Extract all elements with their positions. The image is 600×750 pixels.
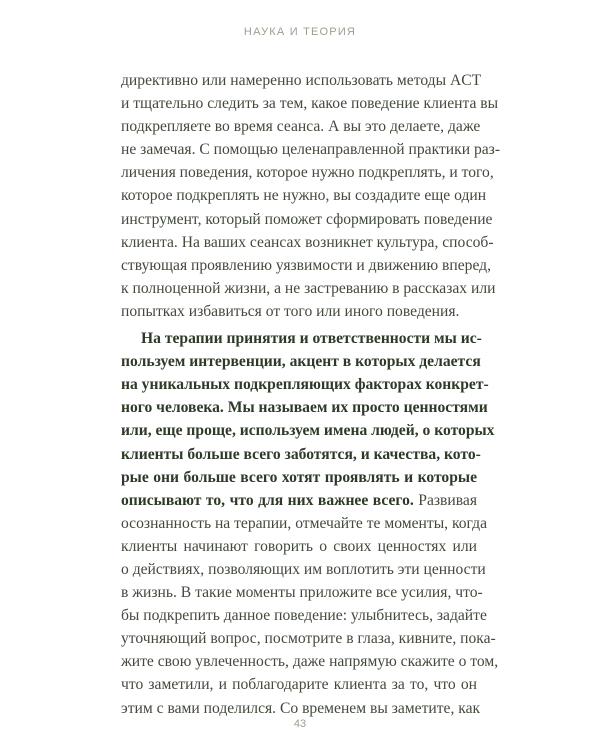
mixed-text-line (121, 489, 477, 512)
page-number: 43 (293, 718, 307, 730)
text-line: бы подкрепить данное поведение: улыбнитесь, задайте (121, 607, 487, 625)
text-line: жите свою увлеченность, даже напрямую скажите о том, (121, 653, 499, 671)
text-line: уточняющий вопрос, посмотрите в глаза, кивните, пока- (121, 630, 496, 648)
paragraph-2 (121, 327, 499, 720)
bold-text-line: на уникальных подкрепляющих факторах конкрет- (121, 376, 489, 394)
text-line: инструмент, который поможет сформировать поведение (121, 210, 493, 228)
text-line: личения поведения, которое нужно подкреплять, и того, (121, 164, 494, 182)
page-body (121, 69, 501, 720)
text-line: к полноценной жизни, а не застреванию в рассказах или (121, 279, 496, 297)
text-line: подкрепляете во время сеанса. А вы это делаете, даже (121, 118, 481, 136)
running-head: НАУКА И ТЕОРИЯ (243, 26, 357, 38)
text-line: директивно или намеренно использовать методы ACT (121, 72, 482, 89)
text-line: осознанность на терапии, отмечайте те моменты, когда (121, 514, 488, 532)
text-line: не замечая. С помощью целенаправленной практики раз- (121, 141, 501, 159)
bold-text-line: рые они больше всего хотят проявлять и которые (121, 468, 477, 486)
bold-text-line: клиенты больше всего заботятся, и качества, кото- (121, 445, 481, 463)
text-line: которое подкреплять не нужно, вы создадите еще один (121, 187, 487, 205)
text-line: ствующая проявлению уязвимости и движению вперед, (121, 256, 491, 274)
text-line: и тщательно следить за тем, какое поведение клиента вы (121, 95, 499, 113)
bold-text-line: На терапии принятия и ответственности мы ис- (141, 330, 482, 348)
regular-phrase: Развивая (413, 491, 477, 509)
bold-text-line: пользуем интервенции, акцент в которых делается (121, 353, 481, 371)
text-line: в жизнь. В такие моменты приложите все усилия, что- (121, 584, 483, 602)
text-line: что заметили, и поблагодарите клиента за то, что он (121, 676, 477, 694)
text-line: этим с вами поделился. Со временем вы заметите, как (121, 699, 481, 717)
paragraph-1 (121, 69, 501, 323)
text-line: о действиях, позволяющих им воплотить эти ценности (121, 560, 486, 578)
bold-phrase: описывают то, что для них важнее всего. (121, 491, 414, 509)
bold-text-line: или, еще проще, используем имена людей, о которых (121, 422, 495, 440)
text-line: клиента. На ваших сеансах возникнет культура, способ- (121, 233, 494, 251)
text-line: клиенты начинают говорить о своих ценностях или (121, 537, 477, 555)
bold-text-line: ного человека. Мы называем их просто ценностями (121, 399, 488, 417)
text-line: попытках избавиться от того или иного поведения. (121, 302, 460, 320)
